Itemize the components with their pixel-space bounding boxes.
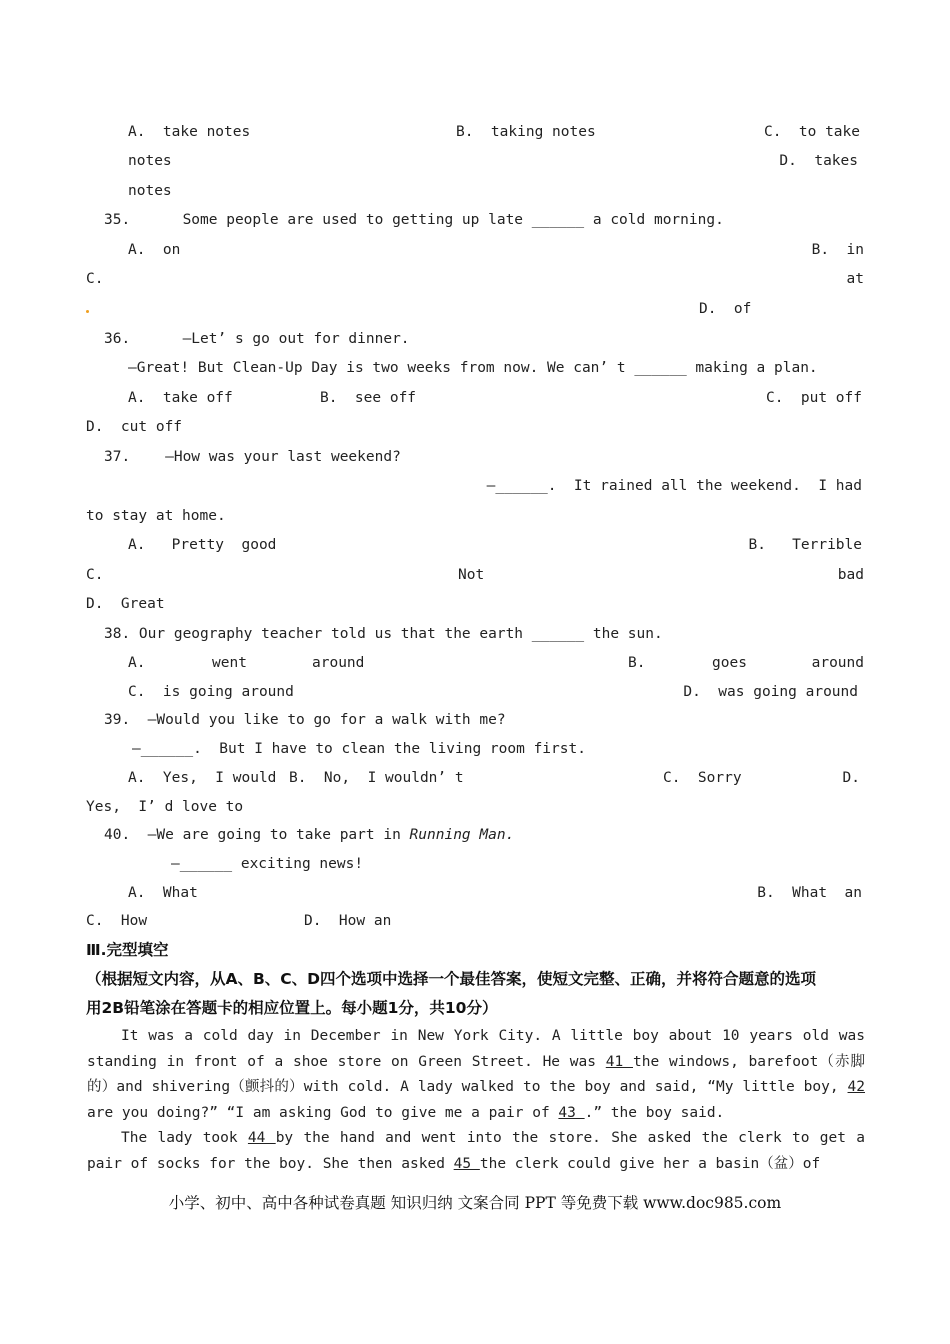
q36-option-a: A. take off — [128, 390, 233, 406]
q38-option-b-w2: around — [811, 655, 864, 671]
q40-option-d: D. How an — [304, 913, 392, 929]
q40-stem-text: 40. —We are going to take part in — [104, 827, 410, 843]
section-instructions-line1: （根据短文内容，从A、B、C、D四个选项中选择一个最佳答案，使短文完整、正确，并将符合题意的选项 — [86, 970, 817, 988]
q37-option-d: D. Great — [86, 596, 165, 612]
q40-show-title: Running Man. — [409, 827, 515, 843]
section-instructions-line2: 用2B铅笔涂在答题卡的相应位置上。每小题1分，共10分） — [86, 999, 498, 1017]
q39-option-d-letter: D. — [842, 770, 860, 786]
q36-line2: —Great! But Clean-Up Day is two weeks from now. We can’ t ______ making a plan. — [128, 360, 818, 376]
q37-option-c-letter: C. — [86, 567, 104, 583]
passage-paragraph-2 — [87, 1126, 865, 1177]
q39-line2: —______. But I have to clean the living room first. — [132, 741, 586, 757]
q36-option-c: C. put off — [765, 390, 862, 406]
q38-option-d: D. was going around — [683, 684, 858, 700]
q39-option-d-cont: Yes, I’ d love to — [86, 799, 244, 815]
q39-option-c: C. Sorry — [663, 770, 742, 786]
passage-text: the clerk could give her a basin（盆）of — [479, 1155, 821, 1172]
q35-option-b: B. in — [811, 242, 864, 258]
q34-option-b: B. taking notes — [456, 124, 596, 140]
passage-text: by the hand and went into the store. She asked the clerk to get a pair of socks for the boy. She then asked — [87, 1130, 866, 1172]
passage-text: are you doing?” “I am asking God to give me a pair of — [87, 1104, 559, 1121]
q37-option-c-word: Not — [458, 567, 485, 583]
q38-option-b-w1: goes — [712, 655, 747, 671]
q40-line2: —______ exciting news! — [171, 856, 364, 872]
q34-option-a: A. take notes — [128, 124, 251, 140]
q34-option-d-cont: notes — [128, 183, 172, 199]
q38-option-a-w1: went — [212, 655, 247, 671]
passage-text: It was a cold day in December in New York City. A little boy about 10 years old was standing in front of a shoe store on Green Street. He was — [87, 1028, 865, 1070]
q38-option-c: C. is going around — [128, 684, 294, 700]
q38-option-b-letter: B. — [628, 655, 646, 671]
blank-43[interactable]: 43 — [558, 1104, 585, 1121]
q39-option-b: B. No, I wouldn’ t — [289, 770, 464, 786]
section-title: Ⅲ.完型填空 — [86, 941, 169, 959]
q35-option-a: A. on — [128, 242, 181, 258]
q37-line2: —______. It rained all the weekend. I had — [486, 478, 862, 494]
q37-option-c-word2: bad — [837, 567, 864, 583]
passage-paragraph-1 — [87, 1024, 865, 1126]
q35-option-c-letter: C. — [86, 271, 104, 287]
q40-option-a: A. What — [128, 885, 198, 901]
q38-option-a-w2: around — [312, 655, 365, 671]
q40-option-c: C. How — [86, 913, 148, 929]
blank-45[interactable]: 45 — [453, 1155, 480, 1172]
q38-option-a-letter: A. — [128, 655, 146, 671]
blank-44[interactable]: 44 — [247, 1130, 276, 1146]
q34-option-c-cont: notes — [128, 153, 172, 169]
q40-stem — [104, 825, 514, 845]
q38-stem: 38. Our geography teacher told us that the earth ______ the sun. — [104, 626, 663, 642]
q34-option-d: D. takes — [779, 153, 858, 169]
q34-option-c: C. to take — [763, 124, 860, 140]
passage-text: .” the boy said. — [584, 1104, 725, 1121]
q37-stem: 37. —How was your last weekend? — [104, 449, 401, 465]
q39-stem: 39. —Would you like to go for a walk with me? — [104, 712, 506, 728]
q40-option-b: B. What an — [757, 885, 862, 901]
q39-option-a: A. Yes, I would — [128, 770, 277, 786]
passage-text: the windows, barefoot（赤脚的）and shivering（颤抖的）with cold. A lady walked to the boy and said, “My little boy, — [87, 1053, 866, 1095]
passage-text: The lady took — [121, 1130, 248, 1146]
blank-41[interactable]: 41 — [605, 1053, 633, 1070]
q36-option-b: B. see off — [320, 390, 417, 406]
orange-dot-mark — [86, 310, 89, 313]
q35-stem: 35. Some people are used to getting up late ______ a cold morning. — [104, 212, 724, 228]
q35-option-d: D. of — [699, 301, 752, 317]
q37-option-a: A. Pretty good — [128, 537, 277, 553]
q36-option-d: D. cut off — [86, 419, 183, 435]
q37-line3: to stay at home. — [86, 508, 226, 524]
q37-option-b: B. Terrible — [748, 537, 862, 553]
q36-stem: 36. —Let’ s go out for dinner. — [104, 331, 410, 347]
q35-option-c-word: at — [846, 271, 864, 287]
blank-42[interactable]: 42 — [847, 1079, 865, 1095]
page-footer: 小学、初中、高中各种试卷真题 知识归纳 文案合同 PPT 等免费下载 www.doc985.com — [168, 1194, 782, 1212]
